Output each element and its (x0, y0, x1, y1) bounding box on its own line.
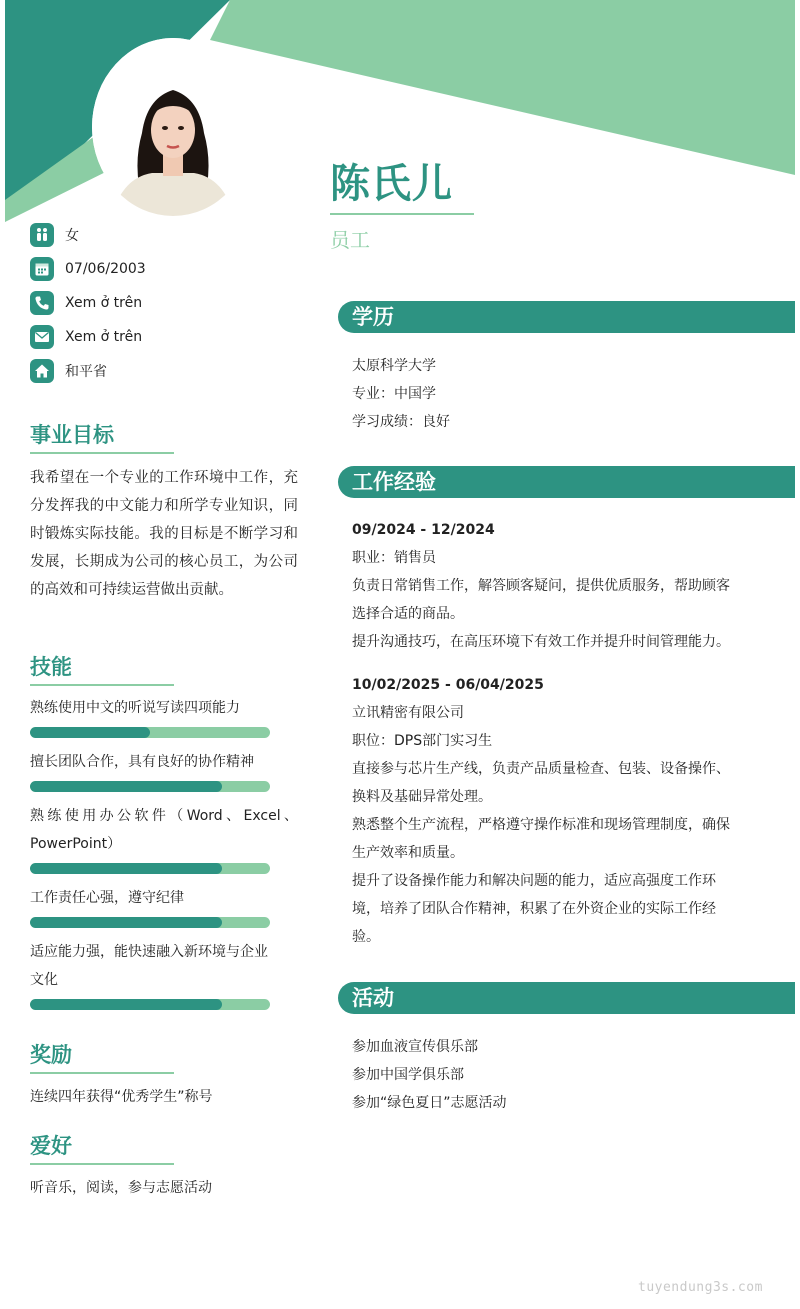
phone-icon (30, 291, 54, 315)
skill-name: 熟练使用中文的听说写读四项能力 (30, 700, 240, 716)
profile-photo (92, 38, 254, 216)
section-header-education: 学历 (338, 301, 795, 333)
email-icon (30, 325, 54, 349)
job-period: 10/02/2025 - 06/04/2025 (352, 677, 544, 693)
contact-gender: 女 (30, 222, 300, 248)
skill-name: 擅长团队合作，具有良好的协作精神 (30, 754, 254, 770)
contact-birthday: 07/06/2003 (30, 256, 300, 282)
hobbies-text: 听音乐，阅读，参与志愿活动 (30, 1180, 212, 1196)
job-line: 提升了设备操作能力和解决问题的能力，适应高强度工作环 (352, 873, 716, 889)
section-underline (30, 452, 174, 454)
job-line: 直接参与芯片生产线，负责产品质量检查、包装、设备操作、 (352, 761, 730, 777)
watermark: tuyendung3s.com (638, 1280, 763, 1295)
section-title-skills: 技能 (30, 655, 72, 679)
job-line: 负责日常销售工作，解答顾客疑问，提供优质服务，帮助顾客 (352, 578, 730, 594)
activity-line: 参加“绿色夏日”志愿活动 (352, 1095, 507, 1111)
skill-bar (30, 999, 270, 1010)
skill-bar-fill (30, 917, 222, 928)
section-title-hobbies: 爱好 (30, 1134, 72, 1158)
skill-bar-fill (30, 999, 222, 1010)
skill-bar (30, 781, 270, 792)
job-line: 生产效率和质量。 (352, 845, 464, 861)
contact-phone: Xem ở trên (30, 290, 300, 316)
skill-bar-fill (30, 781, 222, 792)
job-line: 换料及基础异常处理。 (352, 789, 492, 805)
education-line: 专业：中国学 (352, 386, 436, 402)
section-underline (30, 1163, 174, 1165)
skill-bar (30, 917, 270, 928)
section-title-awards: 奖励 (30, 1043, 72, 1067)
activity-line: 参加中国学俱乐部 (352, 1067, 464, 1083)
job-period: 09/2024 - 12/2024 (352, 522, 495, 538)
awards-text: 连续四年获得“优秀学生”称号 (30, 1089, 213, 1105)
job-line: 选择合适的商品。 (352, 606, 464, 622)
skill-name: 工作责任心强，遵守纪律 (30, 890, 184, 906)
section-underline (30, 1072, 174, 1074)
job-line: 境，培养了团队合作精神，积累了在外资企业的实际工作经 (352, 901, 716, 917)
profile-name: 陈氏儿 (330, 161, 453, 207)
education-line: 太原科学大学 (352, 358, 436, 374)
job-line: 立讯精密有限公司 (352, 705, 464, 721)
job-line: 提升沟通技巧，在高压环境下有效工作并提升时间管理能力。 (352, 634, 730, 650)
skill-name-continued: 文化 (30, 972, 58, 988)
calendar-icon (30, 257, 54, 281)
section-header-experience: 工作经验 (338, 466, 795, 498)
skill-bar (30, 863, 270, 874)
skill-bar-fill (30, 727, 150, 738)
gender-icon (30, 223, 54, 247)
home-icon (30, 359, 54, 383)
activity-line: 参加血液宣传俱乐部 (352, 1039, 478, 1055)
skill-name: 适应能力强，能快速融入新环境与企业 (30, 944, 268, 960)
job-line: 熟悉整个生产流程，严格遵守操作标准和现场管理制度，确保 (352, 817, 730, 833)
skill-bar-fill (30, 863, 222, 874)
section-header-activities: 活动 (338, 982, 795, 1014)
contact-address: 和平省 (30, 358, 300, 384)
skill-bar (30, 727, 270, 738)
section-title-objective: 事业目标 (30, 423, 114, 447)
skill-name: 熟练使用办公软件（Word、Excel、 (30, 808, 298, 824)
skill-name-continued: PowerPoint） (30, 836, 122, 852)
profile-title: 员工 (330, 228, 370, 252)
education-line: 学习成绩：良好 (352, 414, 450, 430)
job-line: 验。 (352, 929, 380, 945)
contact-email: Xem ở trên (30, 324, 300, 350)
job-line: 职业：销售员 (352, 550, 436, 566)
job-line: 职位：DPS部门实习生 (352, 733, 493, 749)
section-underline (30, 684, 174, 686)
name-underline (330, 213, 474, 215)
objective-text: 我希望在一个专业的工作环境中工作，充分发挥我的中文能力和所学专业知识，同时锻炼实际技能。我的目标是不断学习和发展，长期成为公司的核心员工，为公司的高效和可持续运营做出贡献。 (30, 470, 298, 598)
